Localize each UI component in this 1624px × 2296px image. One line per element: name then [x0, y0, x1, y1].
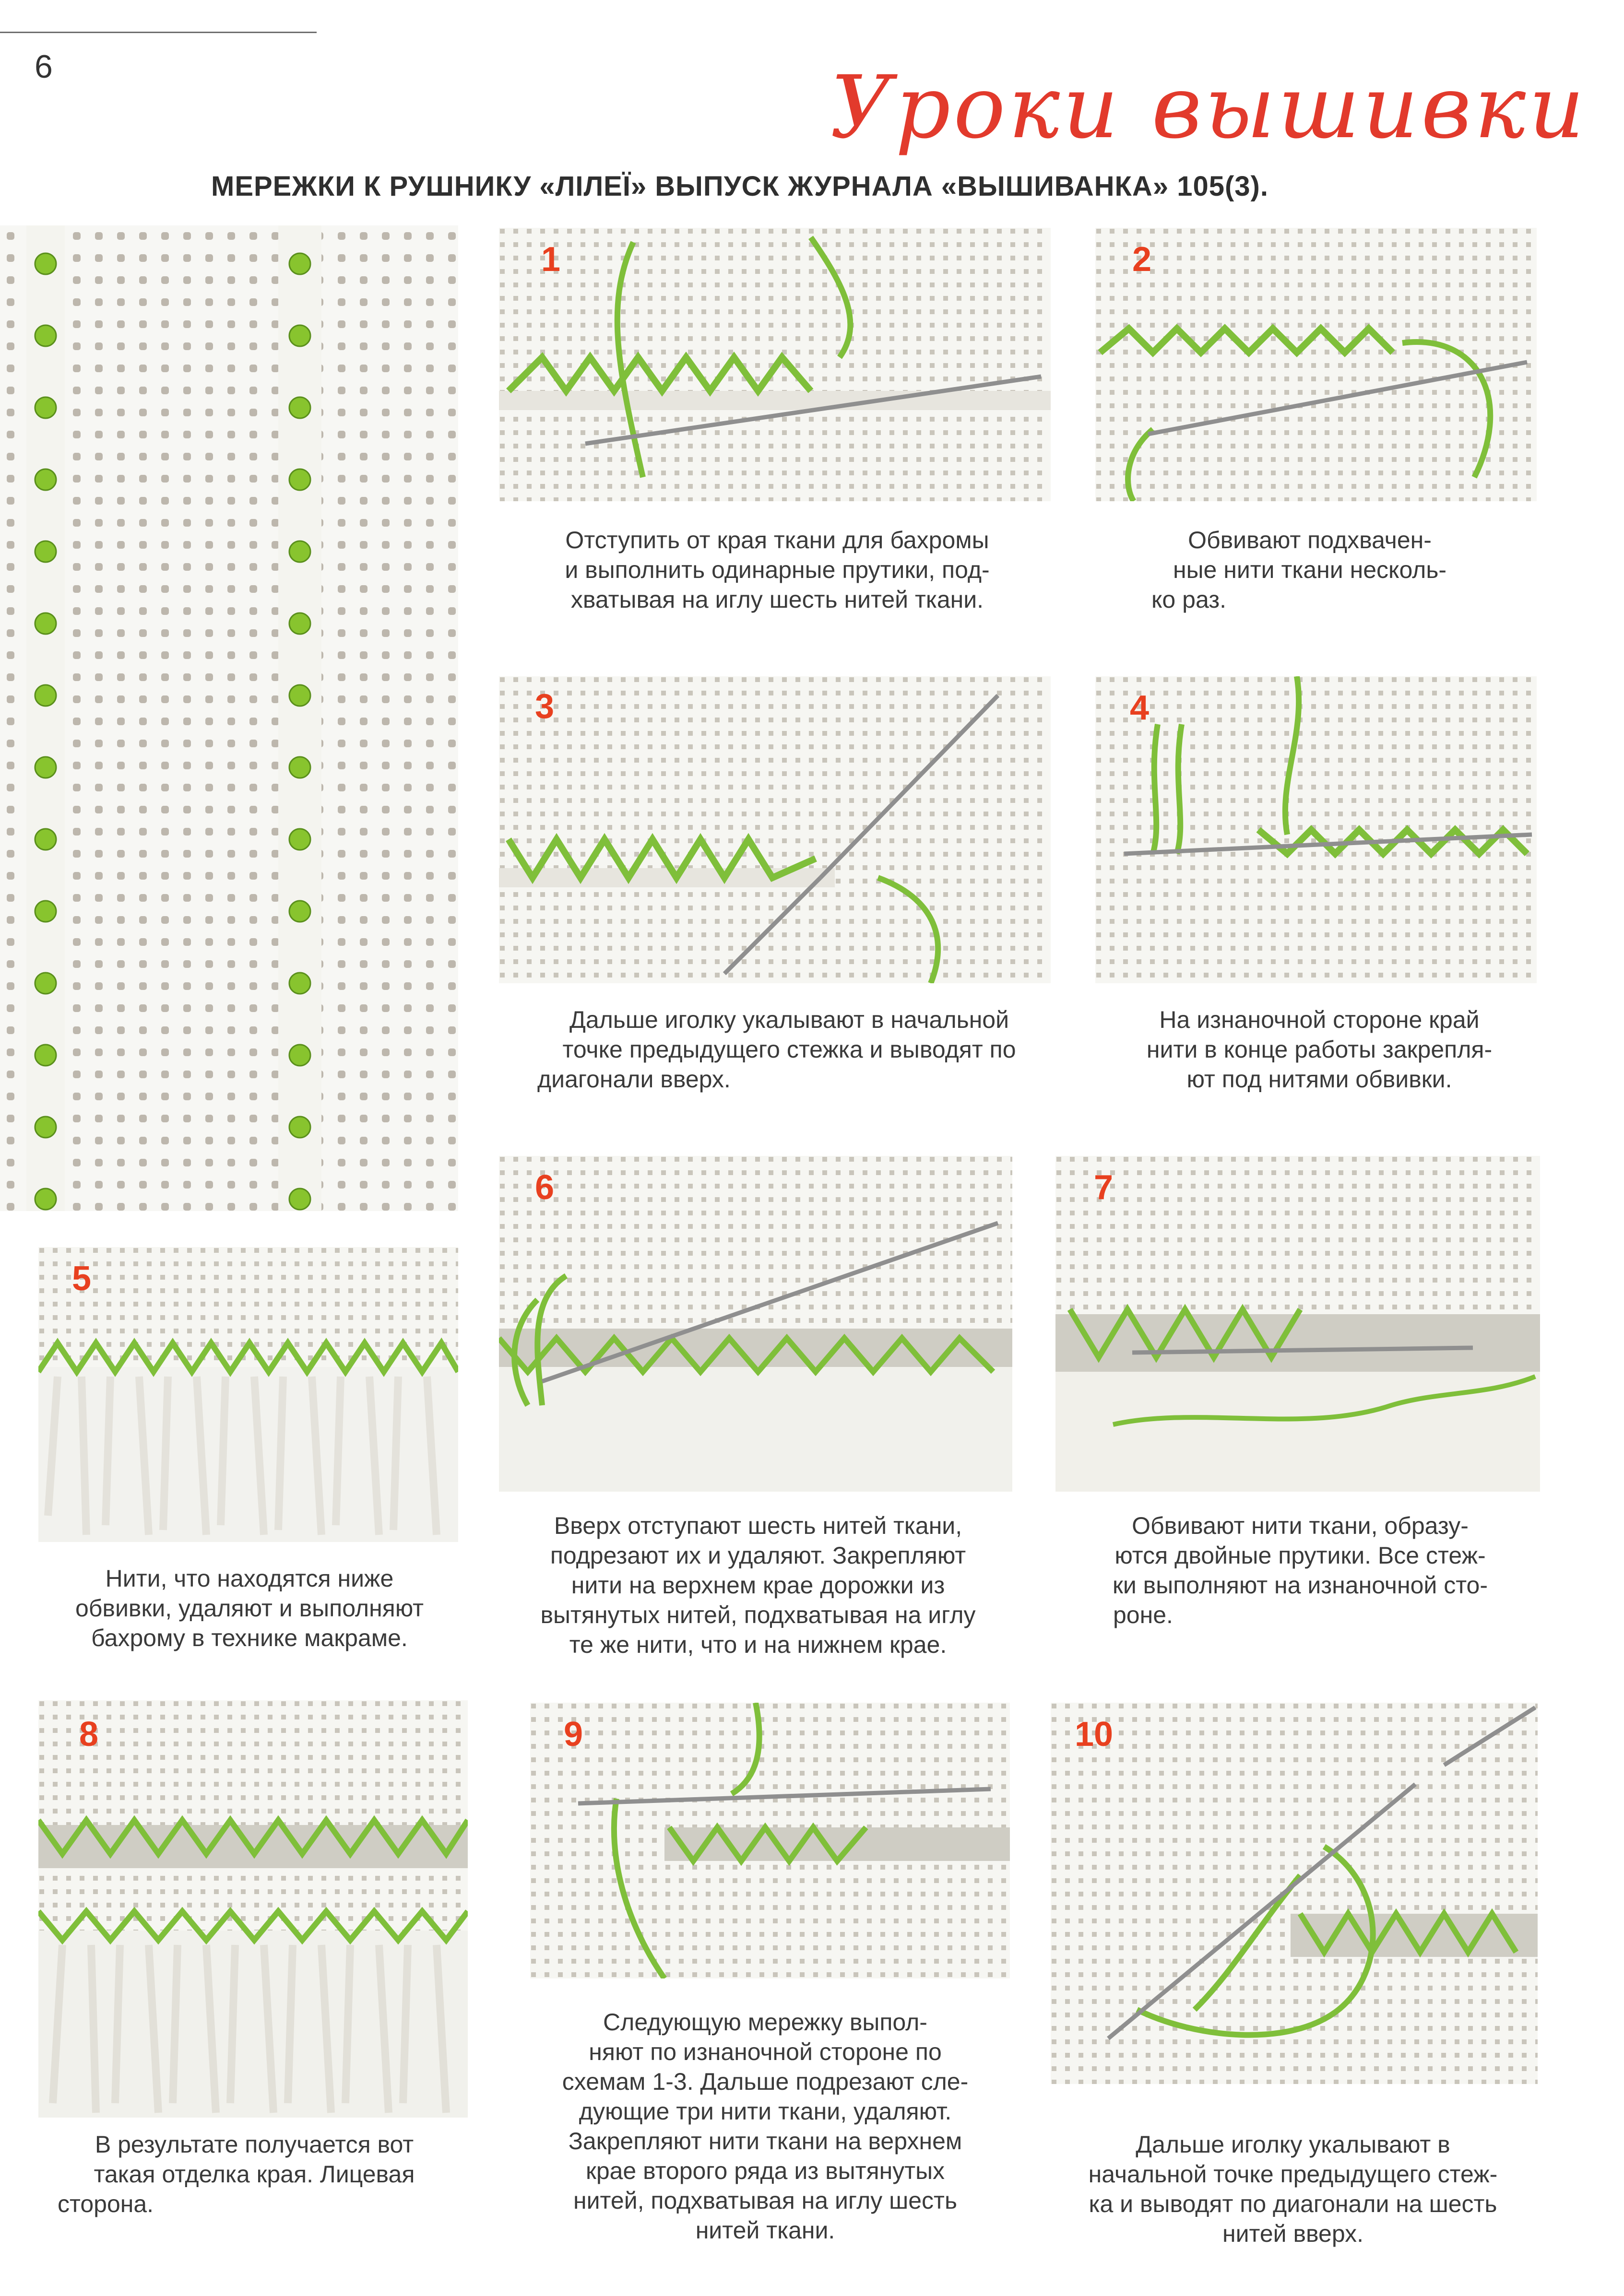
- page-subtitle: МЕРЕЖКИ К РУШНИКУ «ЛІЛЕЇ» ВЫПУСК ЖУРНАЛА «ВЫШИВАНКА» 105(3).: [211, 171, 1268, 202]
- step-2-number: 2: [1132, 240, 1152, 279]
- caption-line: Закрепляют нити ткани на верхнем: [568, 2128, 962, 2155]
- step-4-photo: [1095, 676, 1537, 983]
- step-7-caption: [1084, 1511, 1516, 1630]
- step-1-photo: [499, 228, 1051, 501]
- caption-line: хватывая на иглу шесть нитей ткани.: [570, 586, 984, 613]
- step-9-caption: [530, 2007, 1000, 2245]
- step-5-number: 5: [72, 1260, 92, 1298]
- caption-line: ются двойные прутики. Все стеж-: [1114, 1542, 1486, 1569]
- caption-line: Следующую мережку выпол-: [603, 2009, 927, 2036]
- step-5-caption: [38, 1564, 461, 1653]
- caption-line: нитей вверх.: [1222, 2220, 1364, 2247]
- caption-line: вытянутых нитей, подхватывая на иглу: [540, 1601, 976, 1628]
- step-4-number: 4: [1130, 689, 1150, 727]
- caption-line: Обвивают нити ткани, образу-: [1132, 1512, 1469, 1539]
- step-3-caption: [518, 1005, 1060, 1094]
- caption-line: Дальше иголку укалывают в начальной: [569, 1006, 1009, 1033]
- caption-line: ко раз.: [1151, 586, 1227, 613]
- caption-line: точке предыдущего стежка и выводят по: [562, 1036, 1016, 1063]
- caption-line: нитей, подхватывая на иглу шесть: [573, 2187, 957, 2214]
- caption-line: нити в конце работы закрепля-: [1146, 1036, 1493, 1063]
- step-4-caption: [1118, 1005, 1521, 1094]
- caption-line: В результате получается вот: [95, 2131, 414, 2158]
- step-6-number: 6: [535, 1168, 555, 1207]
- caption-line: сторона.: [58, 2190, 154, 2217]
- step-9-photo: [530, 1703, 1010, 1978]
- caption-line: Обвивают подхвачен-: [1188, 527, 1432, 553]
- caption-line: бахрому в технике макраме.: [91, 1625, 408, 1651]
- caption-line: На изнаночной стороне край: [1159, 1006, 1480, 1033]
- caption-line: диагонали вверх.: [537, 1066, 731, 1093]
- caption-line: обвивки, удаляют и выполняют: [75, 1595, 424, 1622]
- caption-line: ки выполняют на изнаночной сто-: [1112, 1572, 1488, 1599]
- step-5-photo: [38, 1247, 458, 1542]
- caption-line: няют по изнаночной стороне по: [589, 2038, 942, 2065]
- step-2-caption: [1132, 525, 1487, 614]
- step-10-number: 10: [1075, 1715, 1114, 1754]
- caption-line: роне.: [1113, 1601, 1173, 1628]
- step-8-number: 8: [79, 1715, 99, 1754]
- page-title: Уроки вышивки: [830, 58, 1588, 158]
- caption-line: нити на верхнем крае дорожки из: [571, 1572, 945, 1599]
- caption-line: Дальше иголку укалывают в: [1136, 2131, 1450, 2158]
- caption-line: те же нити, что и на нижнем крае.: [569, 1631, 947, 1658]
- caption-line: крае второго ряда из вытянутых: [585, 2157, 945, 2184]
- caption-line: ка и выводят по диагонали на шесть: [1089, 2190, 1497, 2217]
- step-8-caption: [38, 2130, 470, 2219]
- step-7-number: 7: [1094, 1168, 1114, 1207]
- caption-line: схемам 1-3. Дальше подрезают сле-: [562, 2068, 969, 2095]
- caption-line: ют под нитями обвивки.: [1186, 1066, 1452, 1093]
- caption-line: Отступить от края ткани для бахромы: [565, 527, 989, 553]
- step-7-photo: [1055, 1156, 1540, 1492]
- caption-line: подрезают их и удаляют. Закрепляют: [550, 1542, 966, 1569]
- caption-line: дующие три нити ткани, удаляют.: [579, 2098, 952, 2125]
- step-8-photo: [38, 1700, 468, 2118]
- step-9-number: 9: [564, 1715, 583, 1754]
- step-1-caption: [504, 525, 1051, 614]
- caption-line: начальной точке предыдущего стеж-: [1088, 2161, 1498, 2188]
- page-number: 6: [35, 48, 53, 85]
- step-6-caption: [499, 1511, 1017, 1660]
- step-3-number: 3: [535, 687, 555, 726]
- step-6-photo: [499, 1156, 1012, 1492]
- caption-line: Нити, что находятся ниже: [105, 1565, 394, 1592]
- step-10-caption: [1051, 2130, 1535, 2249]
- header-rule: [0, 32, 317, 33]
- towel-photo: [0, 225, 458, 1211]
- caption-line: нитей ткани.: [695, 2217, 835, 2244]
- step-1-number: 1: [541, 240, 561, 279]
- caption-line: такая отделка края. Лицевая: [94, 2161, 415, 2188]
- step-10-photo: [1051, 1703, 1538, 2084]
- step-2-photo: [1095, 228, 1537, 501]
- caption-line: Вверх отступают шесть нитей ткани,: [554, 1512, 962, 1539]
- caption-line: ные нити ткани несколь-: [1173, 556, 1447, 583]
- caption-line: и выполнить одинарные прутики, под-: [565, 556, 990, 583]
- step-3-photo: [499, 676, 1051, 983]
